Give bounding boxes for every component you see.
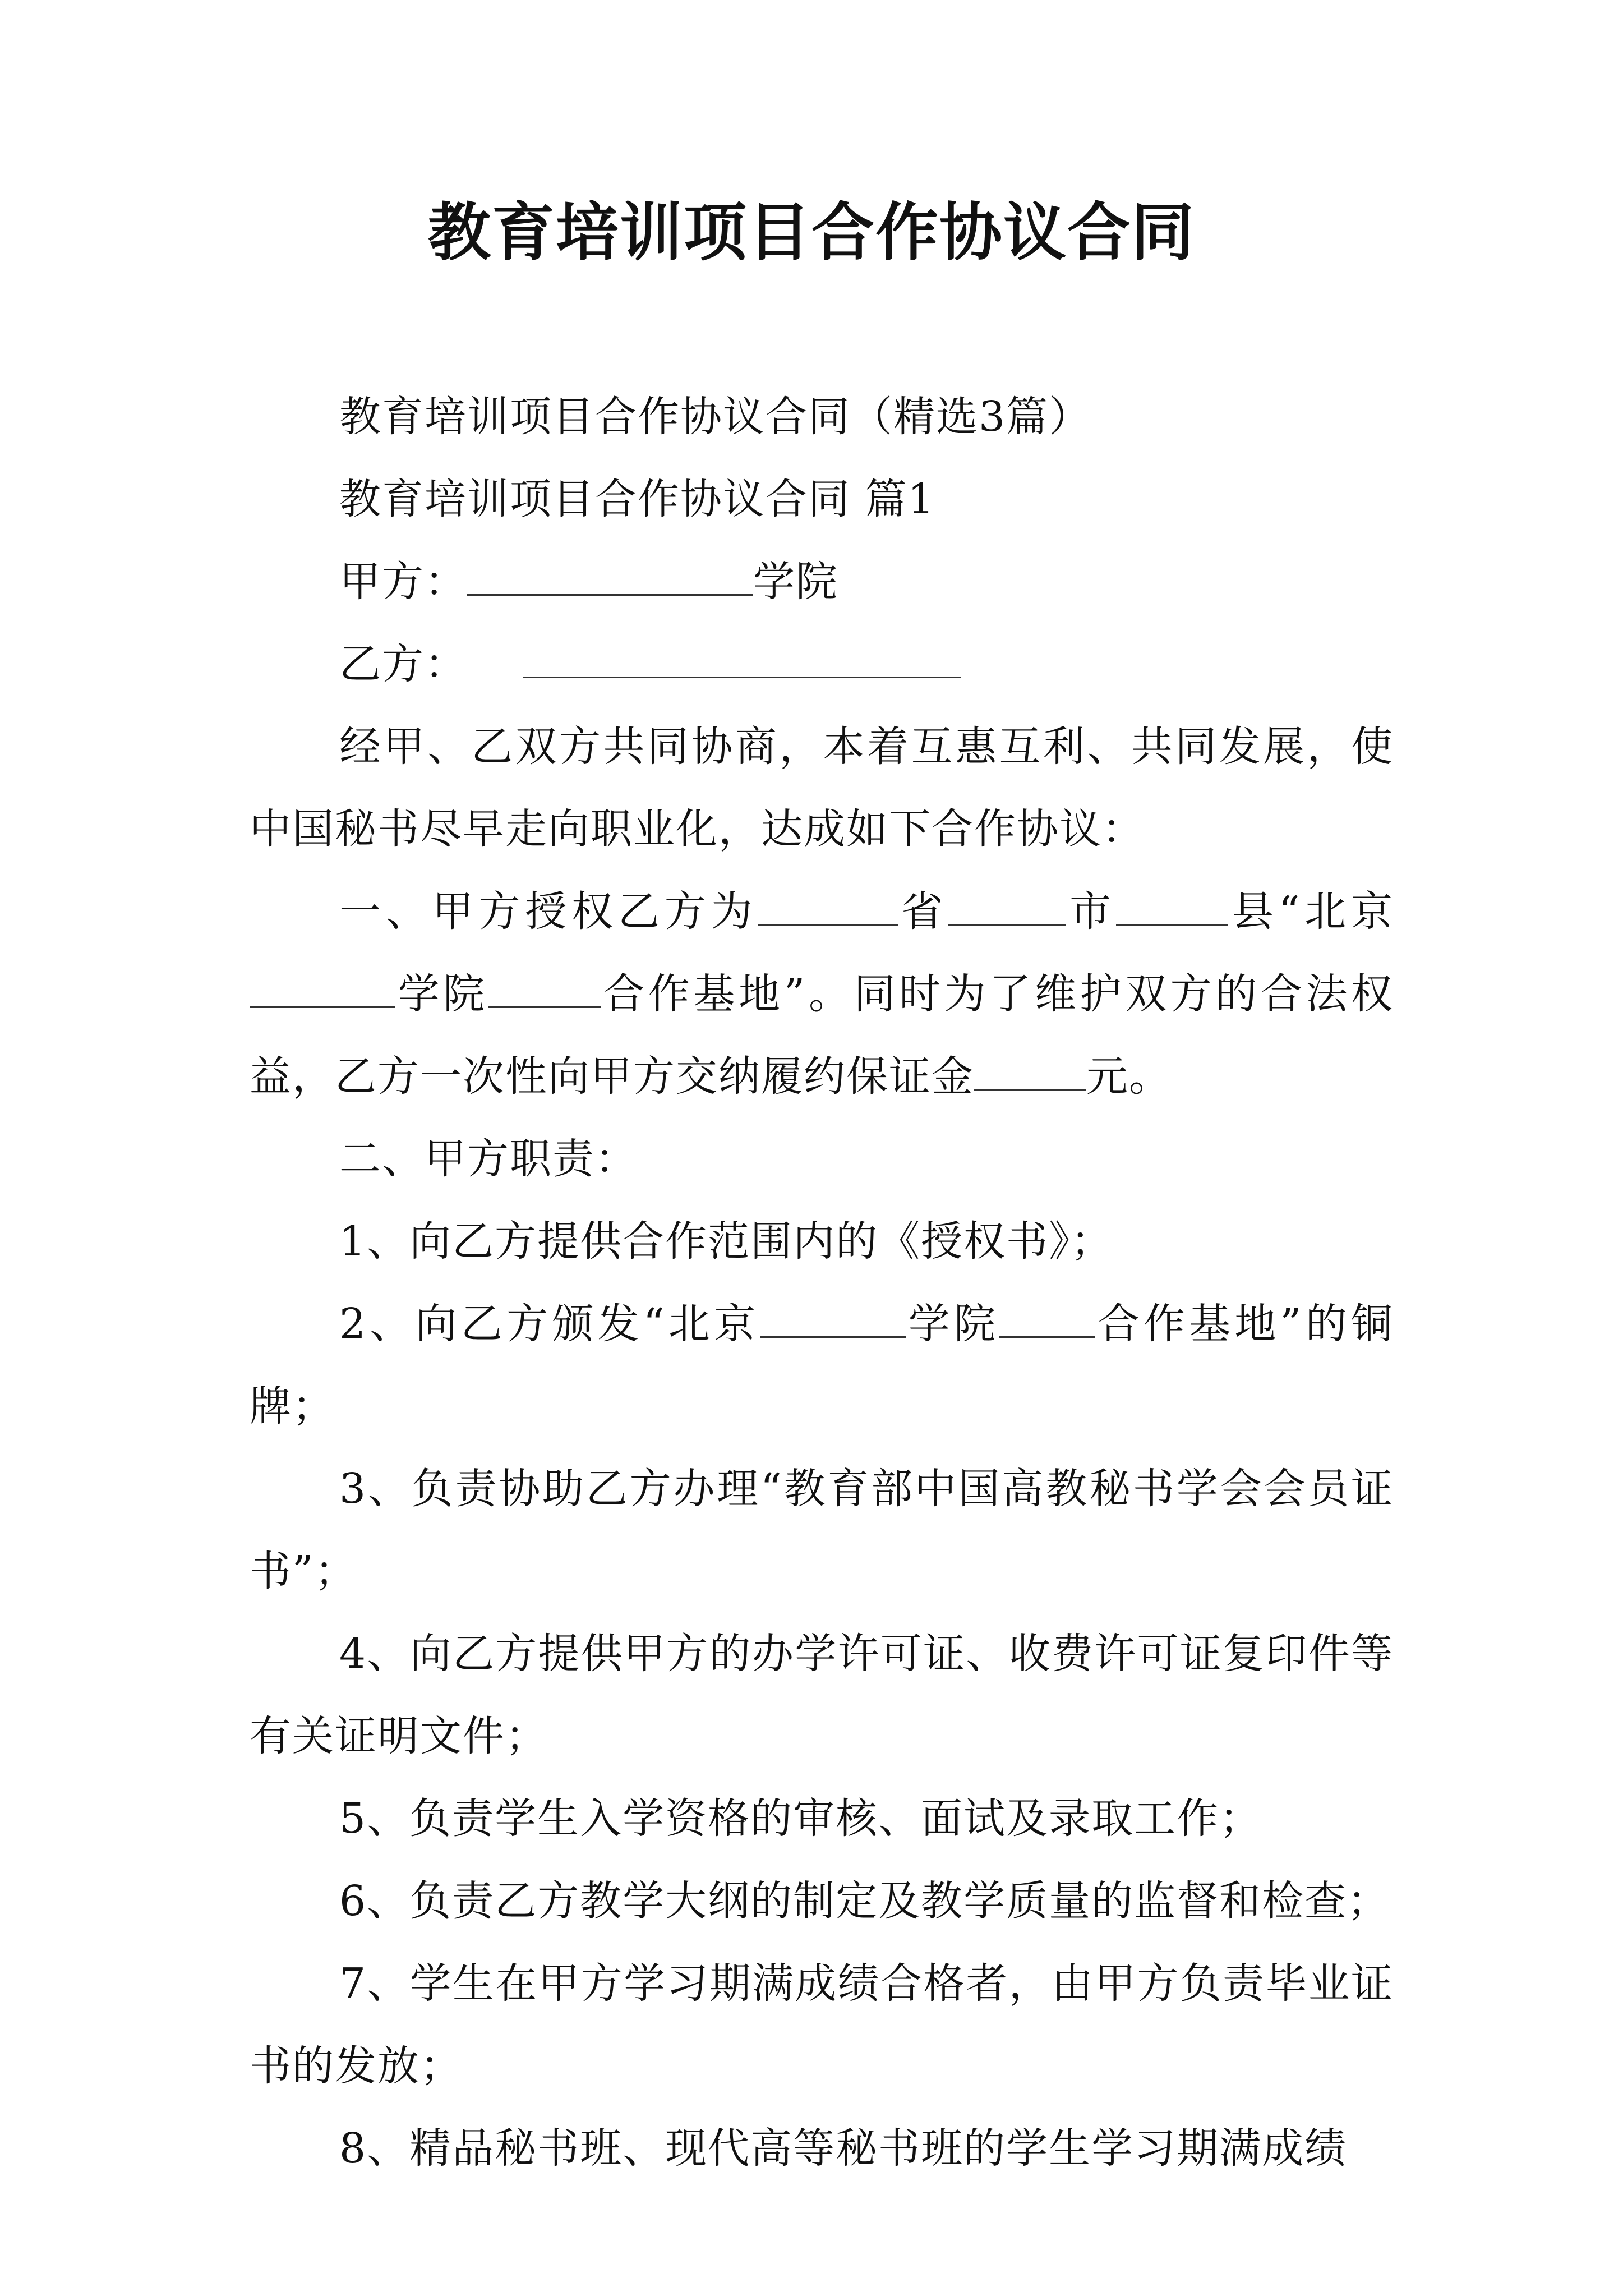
clause-1-text-d: 县“北京 [1228,887,1394,936]
document-title: 教育培训项目合作协议合同 [428,196,1195,269]
paragraph-item-2 [250,1283,1394,1448]
party-a-blank [467,559,753,596]
paragraph-section-heading: 教育培训项目合作协议合同 篇1 [339,475,935,523]
clause-1-text-c: 市 [1066,887,1116,936]
paragraph-party-b [250,623,1394,706]
party-a-suffix: 学院 [753,558,838,606]
document-body [250,376,1394,2190]
clause-1-text-b: 省 [897,887,948,936]
deposit-amount-blank [974,1054,1086,1091]
college-blank [250,972,395,1008]
item-2-college-blank [760,1301,906,1338]
item-2-base-blank [999,1301,1095,1338]
party-b-label: 乙方： [339,640,467,688]
clause-1-text-f: 合作基地”。同时为了维护双方的合法权益，乙方一次性向甲方交纳履约保证金 [250,970,1394,1101]
base-blank [488,972,601,1008]
paragraph-item-5: 5、负责学生入学资格的审核、面试及录取工作； [339,1795,1262,1843]
item-2-text-a: 2、向乙方颁发“北京 [339,1300,760,1348]
party-b-blank [523,642,961,678]
paragraph-item-3: 3、负责协助乙方办理“教育部中国高教秘书学会会员证书”； [250,1465,1394,1595]
paragraph-clause-1 [250,871,1394,1118]
clause-1-text-e: 学院 [395,970,488,1018]
clause-1-text-g: 元。 [1086,1052,1172,1101]
county-blank [1116,889,1228,926]
paragraph-intro: 经甲、乙双方共同协商，本着互惠互利、共同发展，使中国秘书尽早走向职业化，达成如下合作协议： [250,723,1394,853]
item-2-text-c: 合作基地”的铜牌； [250,1300,1394,1430]
paragraph-item-4: 4、向乙方提供甲方的办学许可证、收费许可证复印件等有关证明文件； [250,1630,1394,1760]
paragraph-item-8: 8、精品秘书班、现代高等秘书班的学生学习期满成绩 [339,2124,1348,2173]
party-a-label: 甲方： [339,558,467,606]
city-blank [948,889,1066,926]
paragraph-party-a [250,541,1394,623]
item-2-text-b: 学院 [905,1300,1000,1348]
paragraph-item-7: 7、学生在甲方学习期满成绩合格者，由甲方负责毕业证书的发放； [250,1959,1394,2090]
paragraph-clause-2-heading: 二、甲方职责： [339,1135,638,1183]
clause-1-text-a: 一、甲方授权乙方为 [339,887,758,936]
province-blank [758,889,898,926]
paragraph-item-1: 1、向乙方提供合作范围内的《授权书》； [339,1217,1114,1266]
paragraph-item-6: 6、负责乙方教学大纲的制定及教学质量的监督和检查； [339,1877,1390,1925]
paragraph-subtitle: 教育培训项目合作协议合同（精选3篇） [339,393,1092,441]
